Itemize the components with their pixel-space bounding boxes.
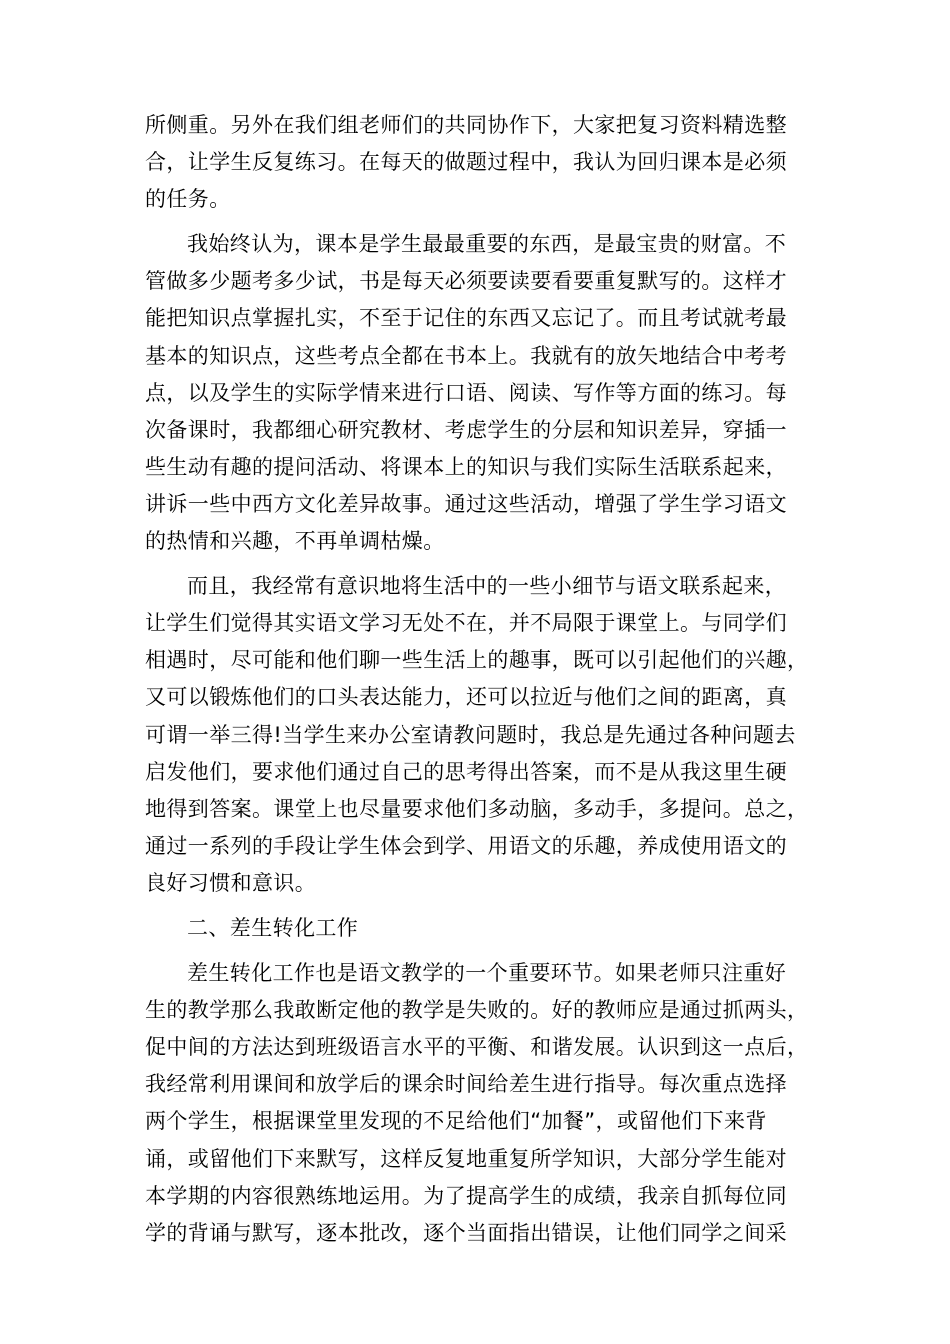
- text-line: 点，以及学生的实际学情来进行口语、阅读、写作等方面的练习。每: [145, 380, 787, 405]
- text-line: 些生动有趣的提问活动、将课本上的知识与我们实际生活联系起来，: [145, 454, 787, 479]
- document-body: [145, 107, 825, 1252]
- text-line: 地得到答案。课堂上也尽量要求他们多动脑，多动手，多提问。总之，: [145, 796, 809, 821]
- text-line: 可谓一举三得!当学生来办公室请教问题时，我总是先通过各种问题去: [145, 722, 796, 747]
- text-line: 所侧重。另外在我们组老师们的共同协作下，大家把复习资料精选整: [145, 113, 787, 137]
- paragraph-gap: [145, 218, 825, 226]
- text-line: 基本的知识点，这些考点全都在书本上。我就有的放矢地结合中考考: [145, 343, 787, 368]
- paragraph: [145, 107, 825, 218]
- text-line: 合，让学生反复练习。在每天的做题过程中，我认为回归课本是必须: [145, 150, 787, 175]
- text-line: 二、差生转化工作: [187, 915, 359, 940]
- paragraph: [145, 568, 825, 902]
- text-line: 两个学生，根据课堂里发现的不足给他们“加餐”，或留他们下来背: [145, 1109, 767, 1134]
- paragraph: [145, 910, 825, 947]
- text-line: 的任务。: [145, 187, 231, 212]
- text-line: 让学生们觉得其实语文学习无处不在，并不局限于课堂上。与同学们: [145, 611, 787, 636]
- text-line: 促中间的方法达到班级语言水平的平衡、和谐发展。认识到这一点后，: [145, 1035, 809, 1060]
- text-line: 启发他们，要求他们通过自己的思考得出答案，而不是从我这里生硬: [145, 759, 787, 784]
- text-line: 诵，或留他们下来默写，这样反复地重复所学知识，大部分学生能对: [145, 1146, 787, 1171]
- text-line: 学的背诵与默写，逐本批改，逐个当面指出错误，让他们同学之间采: [145, 1220, 787, 1245]
- paragraph: [145, 955, 825, 1252]
- text-line: 相遇时，尽可能和他们聊一些生活上的趣事，既可以引起他们的兴趣，: [145, 648, 809, 673]
- paragraph: [145, 226, 825, 560]
- text-line: 能把知识点掌握扎实，不至于记住的东西又忘记了。而且考试就考最: [145, 306, 787, 331]
- text-line: 又可以锻炼他们的口头表达能力，还可以拉近与他们之间的距离，真: [145, 685, 787, 710]
- paragraph-gap: [145, 947, 825, 955]
- text-line: 差生转化工作也是语文教学的一个重要环节。如果老师只注重好: [187, 961, 787, 986]
- text-line: 的热情和兴趣，不再单调枯燥。: [145, 529, 445, 554]
- text-line: 而且，我经常有意识地将生活中的一些小细节与语文联系起来，: [187, 574, 787, 599]
- text-line: 我始终认为，课本是学生最最重要的东西，是最宝贵的财富。不: [187, 232, 787, 257]
- text-line: 通过一系列的手段让学生体会到学、用语文的乐趣，养成使用语文的: [145, 833, 787, 858]
- text-line: 生的教学那么我敢断定他的教学是失败的。好的教师应是通过抓两头，: [145, 998, 809, 1023]
- paragraph-gap: [145, 902, 825, 910]
- text-line: 良好习惯和意识。: [145, 870, 317, 895]
- text-line: 讲诉一些中西方文化差异故事。通过这些活动，增强了学生学习语文: [145, 491, 787, 516]
- paragraph-gap: [145, 560, 825, 568]
- text-line: 我经常利用课间和放学后的课余时间给差生进行指导。每次重点选择: [145, 1072, 787, 1097]
- text-line: 次备课时，我都细心研究教材、考虑学生的分层和知识差异，穿插一: [145, 417, 787, 442]
- text-line: 本学期的内容很熟练地运用。为了提高学生的成绩，我亲自抓每位同: [145, 1183, 787, 1208]
- text-line: 管做多少题考多少试，书是每天必须要读要看要重复默写的。这样才: [145, 269, 787, 294]
